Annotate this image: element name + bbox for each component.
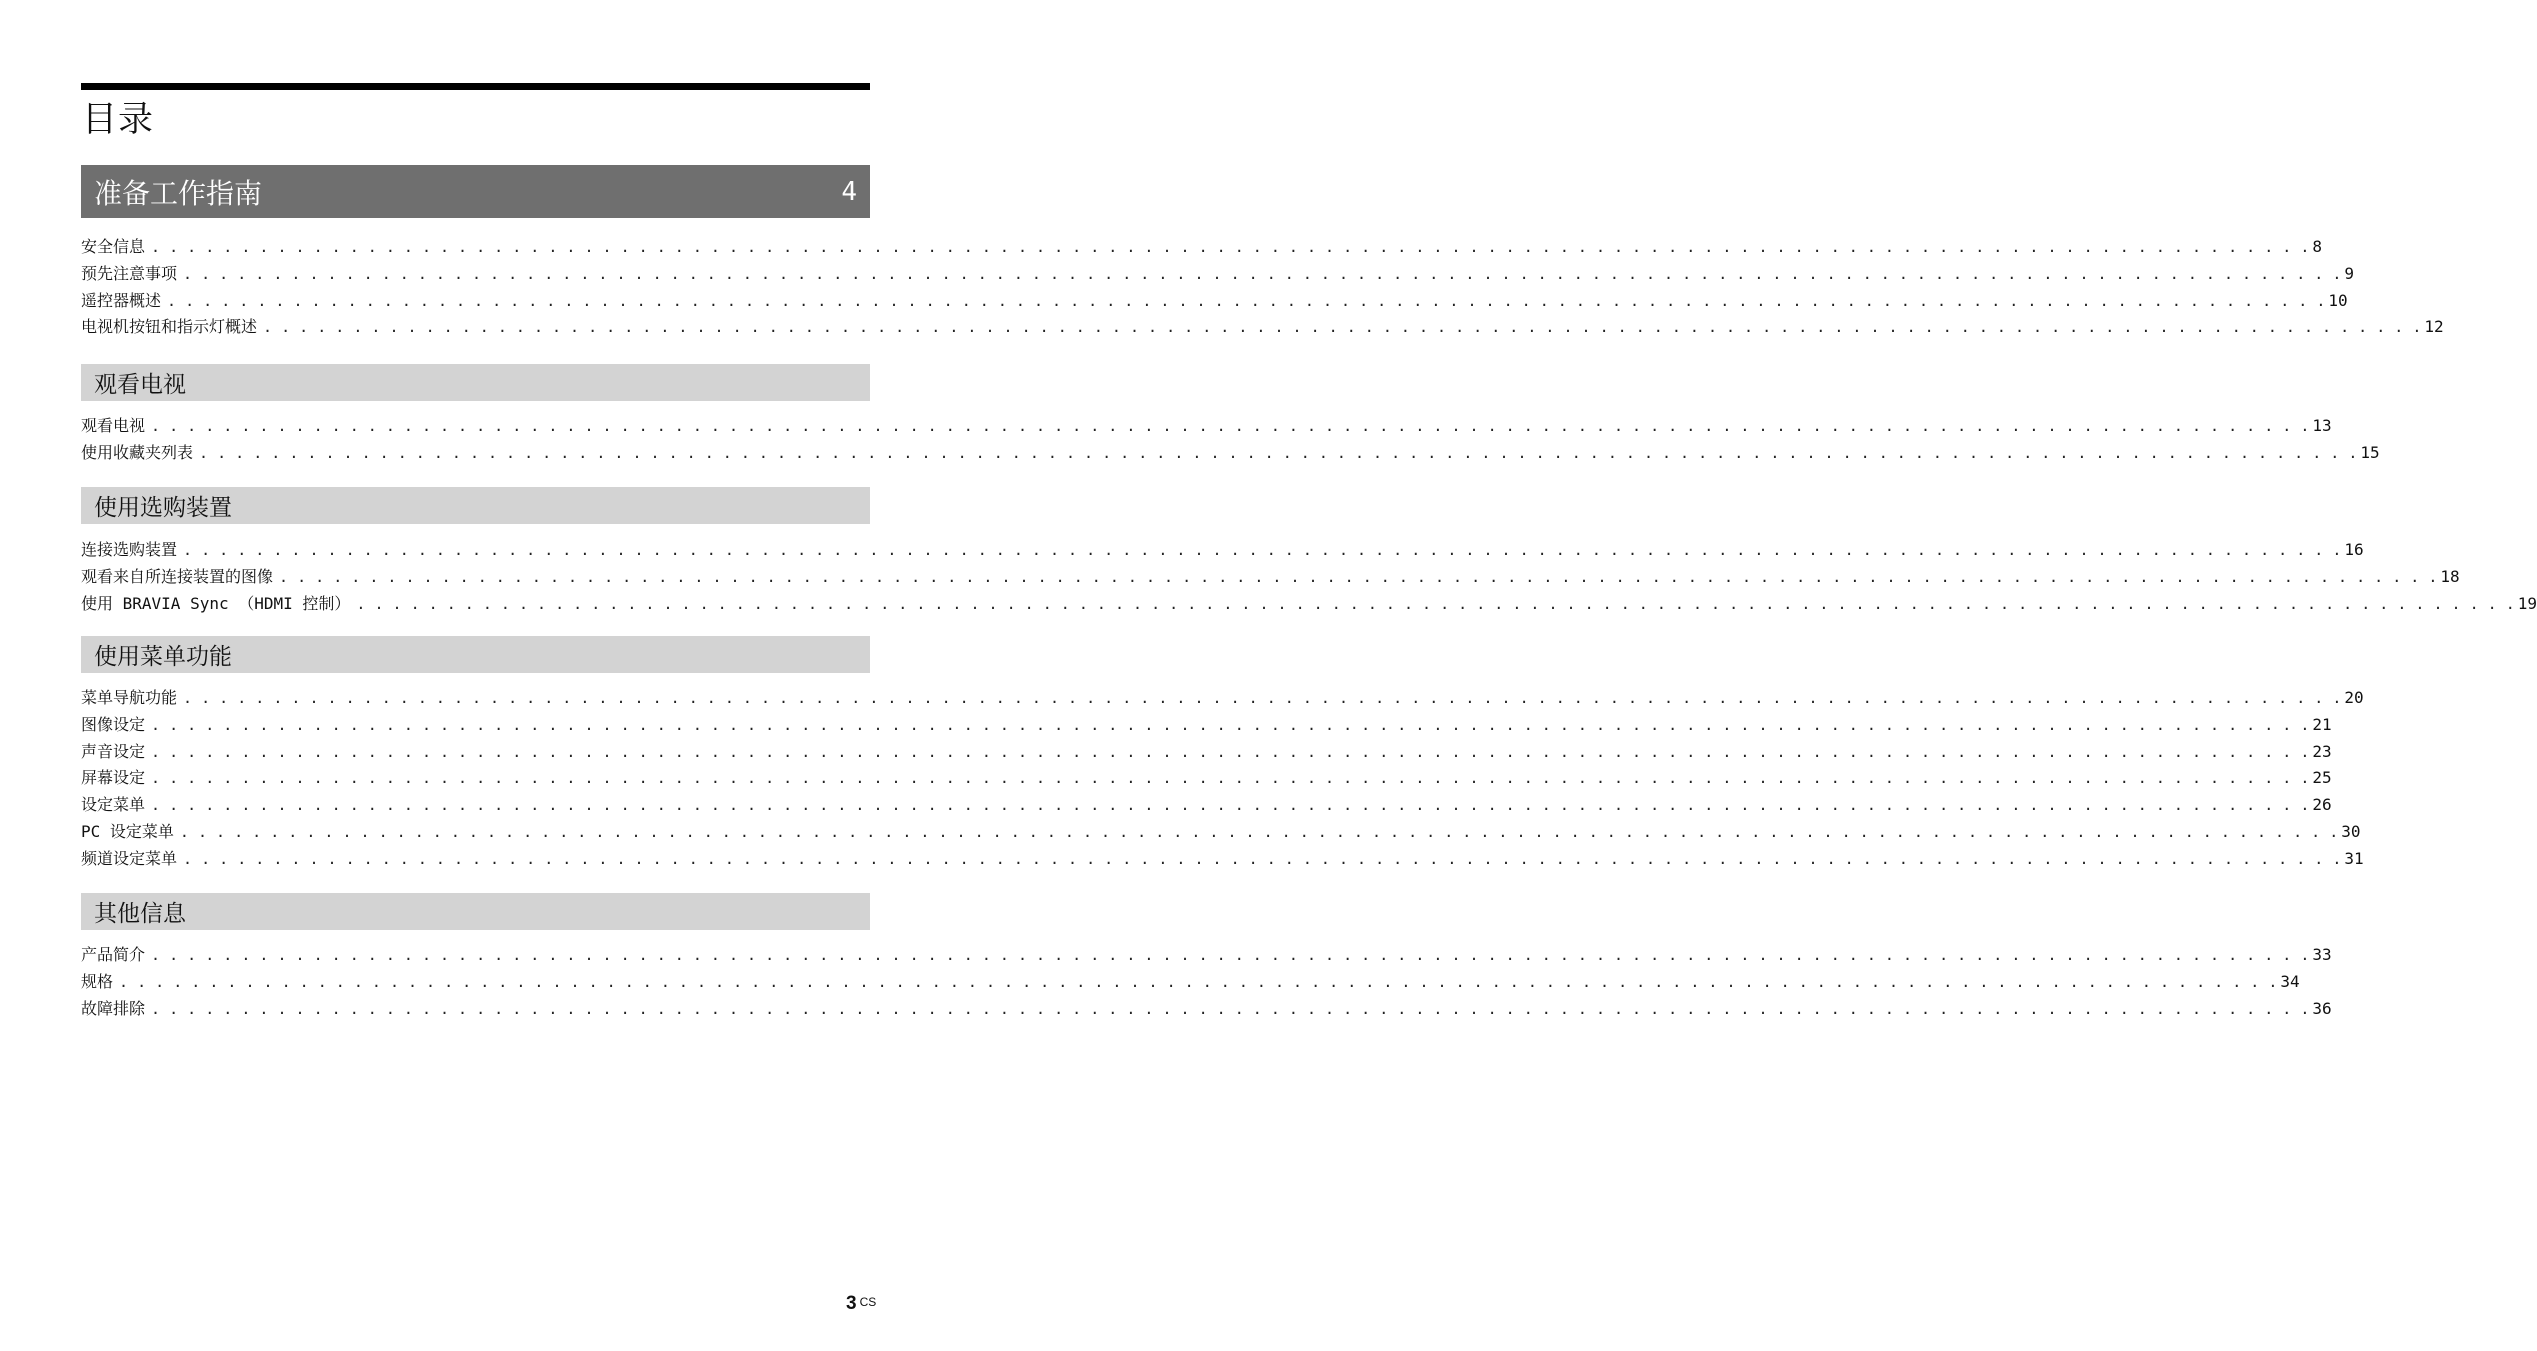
section-header (81, 636, 870, 673)
toc-entry[interactable] (81, 234, 2323, 261)
toc-entry-label: 遥控器概述 (81, 290, 162, 310)
toc-entry-page: 16 (2344, 540, 2364, 559)
page-number-suffix: CS (859, 1295, 877, 1309)
page-title: 目录 (82, 100, 155, 140)
toc-entry-page: 31 (2344, 848, 2364, 868)
toc-entry-label: 故障排除 (81, 998, 146, 1018)
dot-leader: . . . . . . . . . . . . . . . . . . . . . . . . . . . . . . . . . . . . . . . . . . . . . . . . . . . . . . . . . . . . . . . . . . . . . . . . . . . . . . . . . . . . . . . . . . . . . . . . . . . . . . . . . . . . . . . . . . . . . . . . (179, 822, 2339, 841)
toc-entry-label: 电视机按钮和指示灯概述 (81, 317, 258, 337)
toc-entry[interactable] (81, 537, 2364, 564)
page-number (846, 1293, 876, 1315)
toc-entry-label: 规格 (81, 971, 114, 991)
toc-entry-page: 30 (2341, 821, 2361, 841)
toc-entry[interactable] (81, 969, 2300, 996)
toc-entry-label: 图像设定 (81, 714, 146, 734)
toc-entries (81, 537, 2537, 617)
dot-leader: . . . . . . . . . . . . . . . . . . . . . . . . . . . . . . . . . . . . . . . . . . . . . . . . . . . . . . . . . . . . . . . . . . . . . . . . . . . . . . . . . . . . . . . . . . . . . . . . . . . . . . . . . . . . . . . . . . . . . . . . (151, 946, 2310, 964)
dot-leader: . . . . . . . . . . . . . . . . . . . . . . . . . . . . . . . . . . . . . . . . . . . . . . . . . . . . . . . . . . . . . . . . . . . . . . . . . . . . . . . . . . . . . . . . . . . . . . . . . . . . . . . . . . . . . . . . . . . . . . . . (263, 318, 2422, 337)
toc-entry-page: 33 (2312, 945, 2332, 964)
toc-entry-page: 21 (2312, 714, 2332, 734)
toc-entry-page: 8 (2312, 237, 2323, 256)
toc-entry-page: 9 (2344, 263, 2355, 283)
dot-leader: . . . . . . . . . . . . . . . . . . . . . . . . . . . . . . . . . . . . . . . . . . . . . . . . . . . . . . . . . . . . . . . . . . . . . . . . . . . . . . . . . . . . . . . . . . . . . . . . . . . . . . . . . . . . . . . . . . . . . . . . (151, 417, 2310, 435)
section-header (81, 487, 870, 524)
section-preparation (81, 165, 2444, 341)
toc-entry[interactable] (81, 685, 2364, 712)
toc-entry-page: 34 (2280, 971, 2300, 991)
toc-entry[interactable] (81, 712, 2332, 739)
toc-entry-page: 26 (2312, 795, 2332, 815)
toc-entry[interactable] (81, 564, 2460, 591)
section-header (81, 165, 870, 218)
toc-entry[interactable] (81, 288, 2348, 315)
section-header (81, 364, 870, 401)
dot-leader: . . . . . . . . . . . . . . . . . . . . . . . . . . . . . . . . . . . . . . . . . . . . . . . . . . . . . . . . . . . . . . . . . . . . . . . . . . . . . . . . . . . . . . . . . . . . . . . . . . . . . . . . . . . . . . . . . . . . . . . . (151, 238, 2310, 256)
dot-leader: . . . . . . . . . . . . . . . . . . . . . . . . . . . . . . . . . . . . . . . . . . . . . . . . . . . . . . . . . . . . . . . . . . . . . . . . . . . . . . . . . . . . . . . . . . . . . . . . . . . . . . . . . . . . . . . . . . . . . . . . (183, 689, 2342, 707)
toc-entry-page: 36 (2312, 998, 2332, 1018)
dot-leader: . . . . . . . . . . . . . . . . . . . . . . . . . . . . . . . . . . . . . . . . . . . . . . . . . . . . . . . . . . . . . . . . . . . . . . . . . . . . . . . . . . . . . . . . . . . . . . . . . . . . . . . . . . . . . . . . . . . . . . . . (183, 849, 2342, 868)
toc-entry-page: 13 (2312, 416, 2332, 435)
toc-entry-label: 产品简介 (81, 945, 146, 964)
section-title: 使用选购装置 (94, 495, 232, 521)
toc-entry[interactable] (81, 996, 2332, 1023)
toc-entry[interactable] (81, 819, 2361, 846)
toc-entry-page: 12 (2424, 317, 2444, 337)
toc-entry-label: 声音设定 (81, 741, 146, 761)
toc-entry[interactable] (81, 846, 2364, 873)
toc-entry-label: 连接选购装置 (81, 540, 178, 559)
toc-entry-label: 观看来自所连接装置的图像 (81, 566, 274, 586)
toc-entry-label: 菜单导航功能 (81, 688, 178, 707)
toc-entry-page: 20 (2344, 688, 2364, 707)
section-header (81, 893, 870, 930)
toc-entry-label: 观看电视 (81, 416, 146, 435)
dot-leader: . . . . . . . . . . . . . . . . . . . . . . . . . . . . . . . . . . . . . . . . . . . . . . . . . . . . . . . . . . . . . . . . . . . . . . . . . . . . . . . . . . . . . . . . . . . . . . . . . . . . . . . . . . . . . . . . . . . . . . . . (151, 999, 2310, 1018)
toc-entry-label: 设定菜单 (81, 795, 146, 815)
dot-leader: . . . . . . . . . . . . . . . . . . . . . . . . . . . . . . . . . . . . . . . . . . . . . . . . . . . . . . . . . . . . . . . . . . . . . . . . . . . . . . . . . . . . . . . . . . . . . . . . . . . . . . . . . . . . . . . . . . . . . . . . (183, 264, 2342, 283)
dot-leader: . . . . . . . . . . . . . . . . . . . . . . . . . . . . . . . . . . . . . . . . . . . . . . . . . . . . . . . . . . . . . . . . . . . . . . . . . . . . . . . . . . . . . . . . . . . . . . . . . . . . . . . . . . . . . . . . . . . . . . . . (119, 972, 2278, 991)
toc-entry-label: 安全信息 (81, 237, 146, 256)
dot-leader: . . . . . . . . . . . . . . . . . . . . . . . . . . . . . . . . . . . . . . . . . . . . . . . . . . . . . . . . . . . . . . . . . . . . . . . . . . . . . . . . . . . . . . . . . . . . . . . . . . . . . . . . . . . . . . . . . . . . . . . . (151, 742, 2310, 761)
dot-leader: . . . . . . . . . . . . . . . . . . . . . . . . . . . . . . . . . . . . . . . . . . . . . . . . . . . . . . . . . . . . . . . . . . . . . . . . . . . . . . . . . . . . . . . . . . . . . . . . . . . . . . . . . . . . . . . . . . . . . . . . (356, 594, 2515, 613)
dot-leader: . . . . . . . . . . . . . . . . . . . . . . . . . . . . . . . . . . . . . . . . . . . . . . . . . . . . . . . . . . . . . . . . . . . . . . . . . . . . . . . . . . . . . . . . . . . . . . . . . . . . . . . . . . . . . . . . . . . . . . . . (151, 796, 2310, 815)
section-title: 观看电视 (94, 372, 186, 398)
top-rule (81, 83, 870, 90)
section-title: 使用菜单功能 (94, 644, 232, 670)
toc-entry[interactable] (81, 314, 2444, 341)
page-number-value: 3 (846, 1293, 857, 1314)
toc-entry-label: 使用 BRAVIA Sync （HDMI 控制） (81, 593, 351, 613)
toc-entry-label: PC 设定菜单 (81, 821, 174, 841)
toc-entries (81, 413, 2380, 467)
toc-entry-page: 18 (2440, 566, 2460, 586)
toc-entry[interactable] (81, 739, 2332, 766)
dot-leader: . . . . . . . . . . . . . . . . . . . . . . . . . . . . . . . . . . . . . . . . . . . . . . . . . . . . . . . . . . . . . . . . . . . . . . . . . . . . . . . . . . . . . . . . . . . . . . . . . . . . . . . . . . . . . . . . . . . . . . . . (199, 443, 2358, 462)
toc-entry[interactable] (81, 765, 2332, 792)
toc-entry-page: 10 (2328, 290, 2348, 310)
toc-entries (81, 234, 2444, 341)
toc-entries (81, 942, 2332, 1022)
section-other-info (81, 893, 2332, 1022)
toc-entry-page: 15 (2360, 442, 2380, 462)
section-title: 准备工作指南 (94, 176, 263, 210)
toc-entry-label: 频道设定菜单 (81, 848, 178, 868)
section-page-number: 4 (841, 176, 857, 207)
dot-leader: . . . . . . . . . . . . . . . . . . . . . . . . . . . . . . . . . . . . . . . . . . . . . . . . . . . . . . . . . . . . . . . . . . . . . . . . . . . . . . . . . . . . . . . . . . . . . . . . . . . . . . . . . . . . . . . . . . . . . . . . (151, 769, 2310, 788)
toc-entry-page: 25 (2312, 768, 2332, 788)
toc-entry[interactable] (81, 591, 2537, 618)
dot-leader: . . . . . . . . . . . . . . . . . . . . . . . . . . . . . . . . . . . . . . . . . . . . . . . . . . . . . . . . . . . . . . . . . . . . . . . . . . . . . . . . . . . . . . . . . . . . . . . . . . . . . . . . . . . . . . . . . . . . . . . . (167, 291, 2326, 310)
dot-leader: . . . . . . . . . . . . . . . . . . . . . . . . . . . . . . . . . . . . . . . . . . . . . . . . . . . . . . . . . . . . . . . . . . . . . . . . . . . . . . . . . . . . . . . . . . . . . . . . . . . . . . . . . . . . . . . . . . . . . . . . (151, 715, 2310, 734)
dot-leader: . . . . . . . . . . . . . . . . . . . . . . . . . . . . . . . . . . . . . . . . . . . . . . . . . . . . . . . . . . . . . . . . . . . . . . . . . . . . . . . . . . . . . . . . . . . . . . . . . . . . . . . . . . . . . . . . . . . . . . . . (279, 567, 2438, 586)
toc-entry[interactable] (81, 413, 2332, 440)
section-watching-tv (81, 364, 2380, 467)
toc-entry-label: 使用收藏夹列表 (81, 442, 194, 462)
toc-entry[interactable] (81, 792, 2332, 819)
toc-entry-page: 23 (2312, 741, 2332, 761)
toc-entry-label: 屏幕设定 (81, 768, 146, 788)
toc-entry[interactable] (81, 440, 2380, 467)
toc-entry-page: 19 (2517, 593, 2537, 613)
toc-entry[interactable] (81, 942, 2332, 969)
toc-entry[interactable] (81, 261, 2355, 288)
section-menu-functions (81, 636, 2364, 873)
section-title: 其他信息 (94, 901, 186, 927)
dot-leader: . . . . . . . . . . . . . . . . . . . . . . . . . . . . . . . . . . . . . . . . . . . . . . . . . . . . . . . . . . . . . . . . . . . . . . . . . . . . . . . . . . . . . . . . . . . . . . . . . . . . . . . . . . . . . . . . . . . . . . . . (183, 541, 2342, 559)
toc-entries (81, 685, 2364, 873)
toc-entry-label: 预先注意事项 (81, 263, 178, 283)
section-optional-devices (81, 487, 2537, 617)
